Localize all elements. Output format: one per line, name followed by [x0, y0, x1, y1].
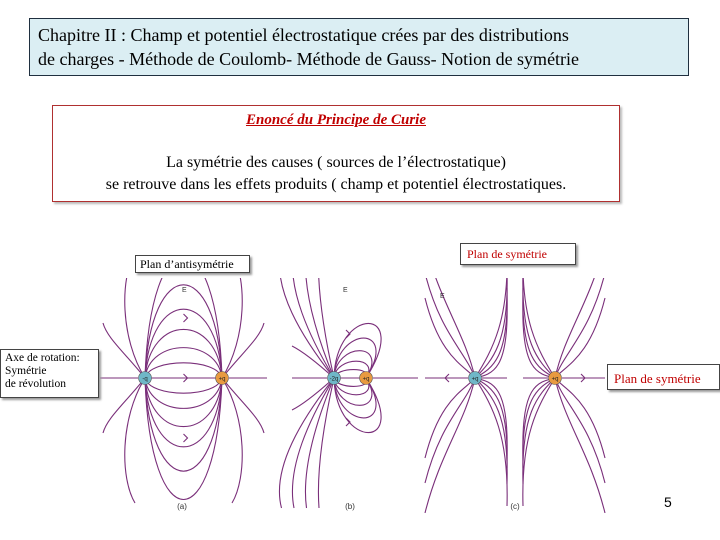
field-line [555, 278, 605, 378]
field-line [145, 378, 222, 500]
field-line [475, 278, 507, 378]
field-line [222, 378, 242, 503]
field-line [555, 378, 605, 483]
field-arrow [346, 330, 350, 338]
field-line [222, 378, 264, 433]
charge-a-positive-label: +q [218, 376, 226, 383]
chapter-title-line-2: de charges - Méthode de Coulomb- Méthode de Gauss- Notion de symétrie [38, 49, 580, 69]
page-number: 5 [664, 494, 672, 510]
field-line [475, 378, 507, 484]
field-line [222, 278, 242, 378]
panel-letter: (b) [345, 502, 355, 511]
field-line [145, 378, 222, 471]
charge-c-left-label: +q [471, 376, 479, 383]
curie-statement-line-1: La symétrie des causes ( sources de l’électrostatique) [166, 154, 506, 171]
field-arrow [184, 314, 188, 322]
curie-principle-box [52, 105, 620, 202]
field-line [425, 278, 475, 378]
charge-b-positive-label: +q [362, 376, 370, 383]
field-arrow [346, 418, 350, 426]
field-letter: E [440, 293, 445, 300]
field-line [555, 378, 605, 513]
field-line [425, 378, 475, 483]
field-letter: E [182, 287, 187, 294]
field-line [145, 378, 222, 393]
field-line [103, 323, 145, 378]
field-line [523, 278, 555, 378]
rotation-axis-line-1: Axe de rotation: [5, 352, 80, 364]
field-line [145, 363, 222, 378]
curie-principle-statement [53, 152, 619, 196]
field-lines-figure [100, 278, 620, 513]
symmetry-plane-label-top: Plan de symétrie [460, 243, 576, 265]
symmetry-plane-label-right: Plan de symétrie [607, 364, 720, 390]
field-line [292, 378, 334, 508]
field-line [125, 376, 148, 503]
panel-letter: (a) [177, 502, 187, 511]
field-line [555, 298, 605, 378]
field-line [145, 329, 222, 378]
curie-principle-heading: Enoncé du Principe de Curie [245, 112, 426, 128]
antisymmetry-plane-label: Plan d’antisymétrie [135, 255, 250, 273]
rotation-axis-label [0, 349, 99, 398]
field-letter: E [343, 287, 348, 294]
field-line [425, 378, 475, 458]
field-line [145, 285, 222, 378]
field-line [523, 378, 555, 484]
curie-statement-line-2: se retrouve dans les effets produits ( champ et potentiel électrostatiques. [105, 176, 567, 193]
charge-a-negative-label: -q [142, 376, 148, 383]
rotation-axis-line-2: Symétrie [5, 365, 47, 377]
field-arrow [184, 434, 188, 442]
charge-b-negative-label: -2q [329, 376, 339, 383]
chapter-title-box [29, 18, 689, 76]
rotation-axis-line-3: de révolution [5, 378, 66, 390]
field-line [145, 378, 222, 427]
field-line [475, 278, 507, 378]
field-line [318, 278, 334, 378]
field-line [523, 278, 555, 378]
field-line [555, 378, 605, 458]
chapter-title-line-1: Chapitre II : Champ et potentiel électrostatique crées par des distributions [38, 25, 569, 45]
field-line [103, 376, 148, 433]
panel-letter: (c) [510, 502, 520, 511]
field-line [425, 378, 475, 513]
field-line [125, 278, 145, 378]
field-line [425, 298, 475, 378]
field-line [222, 323, 264, 378]
charge-c-right-label: +q [551, 376, 559, 383]
